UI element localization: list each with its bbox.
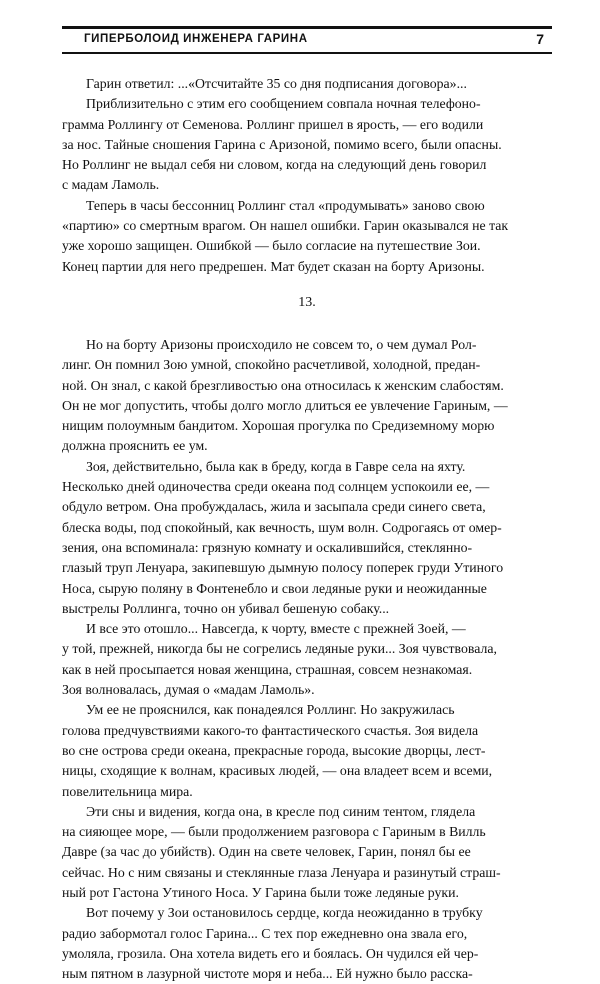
text-line: зения, она вспоминала: грязную комнату и оскалившийся, стеклянно- [62, 539, 473, 555]
text-line: с мадам Ламоль. [62, 177, 160, 193]
text-line: у той, прежней, никогда бы не согрелись ледяные руки... Зоя чувствовала, [62, 641, 497, 657]
text-line: Теперь в часы бессонниц Роллинг стал «продумывать» заново свою [86, 197, 485, 213]
text-line: повелительница мира. [62, 783, 193, 799]
text-line: Гарин ответил: ...«Отсчитайте 35 со дня подписания договора»... [86, 76, 467, 91]
body-text [62, 74, 552, 984]
text-line: Вот почему у Зои остановилось сердце, когда неожиданно в трубку [86, 905, 483, 921]
text-line: Приблизительно с этим его сообщением совпала ночная телефоно- [86, 96, 481, 112]
paragraphs-top [62, 74, 552, 277]
text-line: Давре (за час до убийств). Один на свете человек, Гарин, понял бы ее [62, 844, 471, 860]
text-line: голова предчувствиями какого-то фантастического счастья. Зоя видела [62, 722, 479, 738]
text-line: ной. Он знал, с какой брезгливостью она относилась к женским слабостям. [62, 377, 504, 393]
page-header [62, 26, 552, 56]
paragraph [62, 619, 552, 700]
text-line: выстрелы Роллинга, точно он убивал бешеную собаку... [62, 600, 390, 616]
text-line: Зоя, действительно, была как в бреду, когда в Гавре села на яхту. [86, 458, 466, 474]
paragraph [62, 903, 552, 984]
header-rule-bottom [62, 52, 552, 54]
text-line: радио забормотал голос Гарина... С тех пор ежедневно она звала его, [62, 925, 468, 941]
text-line: обдуло ветром. Она пробуждалась, жила и засыпала среди синего света, [62, 499, 486, 515]
paragraph [62, 196, 552, 277]
text-line: И все это отошло... Навсегда, к чорту, вместе с прежней Зоей, — [86, 621, 466, 637]
text-line: как в ней просыпается новая женщина, страшная, совсем незнакомая. [62, 661, 473, 677]
chapter-number: 13. [298, 294, 316, 310]
text-line: Зоя волновалась, думая о «мадам Ламоль». [62, 682, 315, 698]
paragraph [62, 94, 552, 195]
text-line: умоляла, грозила. Она хотела видеть его и боялась. Он чудился ей чер- [62, 945, 479, 961]
header-rule-top [62, 26, 552, 29]
text-line: ницы, сходящие к волнам, красивых людей, — она владеет всем и всеми, [62, 763, 493, 779]
text-line: грамма Роллингу от Семенова. Роллинг пришел в ярость, — его водили [62, 116, 484, 132]
text-line: Носа, сырую поляну в Фонтенебло и свои ледяные руки и неожиданные [62, 580, 487, 596]
paragraph [62, 700, 552, 801]
text-line: Эти сны и видения, когда она, в кресле под синим тентом, глядела [86, 803, 476, 819]
text-line: уже хорошо защищен. Ошибкой — было согласие на путешествие Зои. [62, 238, 481, 254]
paragraph [62, 74, 552, 94]
text-line: сейчас. Но с ним связаны и стеклянные глаза Ленуара и разинутый страш- [62, 864, 501, 880]
text-line: Конец партии для него предрешен. Мат будет сказан на борту Аризоны. [62, 258, 485, 274]
text-line: должна прояснить ее ум. [62, 438, 208, 454]
text-line: за нос. Тайные сношения Гарина с Аризоной, помимо всего, были опасны. [62, 136, 502, 152]
text-line: ным пятном в лазурной чистоте моря и неба... Ей нужно было расска- [62, 966, 473, 982]
text-line: Он не мог допустить, чтобы долго могло длиться ее увлечение Гариным, — [62, 397, 508, 413]
text-line: Но на борту Аризоны происходило не совсем то, о чем думал Рол- [86, 336, 477, 352]
text-line: нищим полоумным бандитом. Хорошая прогулка по Средиземному морю [62, 418, 495, 434]
text-line: глазый труп Ленуара, закипевшую дымную полосу поперек груди Утиного [62, 560, 504, 576]
text-line: «партию» со смертным врагом. Он нашел ошибки. Гарин оказывался не так [62, 218, 509, 234]
text-line: ный рот Гастона Утиного Носа. У Гарина были тоже ледяные руки. [62, 884, 459, 900]
text-line: Но Роллинг не выдал себя ни словом, когда на следующий день говорил [62, 157, 487, 173]
paragraphs-bottom [62, 335, 552, 984]
text-line: на сияющее море, — были продолжением разговора с Гариным в Вилль [62, 824, 486, 840]
running-title: ГИПЕРБОЛОИД ИНЖЕНЕРА ГАРИНА [84, 33, 308, 45]
paragraph [62, 802, 552, 903]
text-line: Ум ее не прояснился, как понадеялся Роллинг. Но закружилась [86, 702, 455, 718]
paragraph [62, 457, 552, 619]
text-line: линг. Он помнил Зою умной, спокойно расчетливой, холодной, предан- [62, 357, 481, 373]
page-number: 7 [536, 31, 544, 47]
text-line: во сне острова среди океана, прекрасные города, высокие дворцы, лест- [62, 742, 486, 758]
text-line: блеска воды, под спокойный, как вечность, шум волн. Содрогаясь от омер- [62, 519, 502, 535]
paragraph [62, 335, 552, 457]
text-line: Несколько дней одиночества среди океана под солнцем успокоили ее, — [62, 479, 490, 495]
